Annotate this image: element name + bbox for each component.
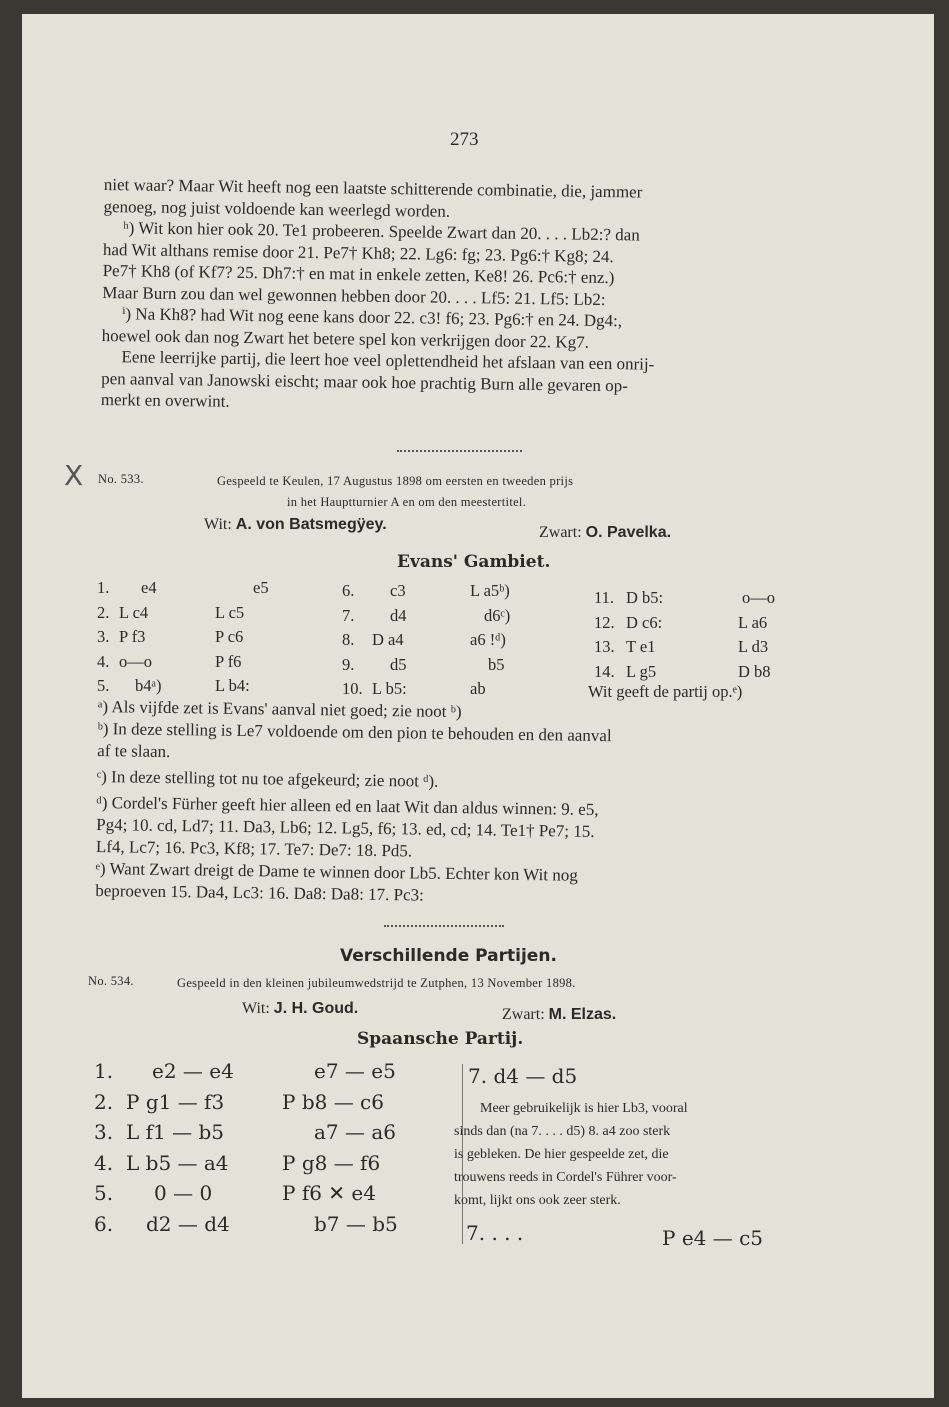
separator xyxy=(384,919,504,927)
text-line: ʰ) Wit kon hier ook 20. Te1 probeeren. Speelde Zwart dan 20. . . . Lb2:? dan xyxy=(123,218,640,245)
white-player xyxy=(242,1000,358,1018)
game-info: in het Hauptturnier A en om den meestertitel. xyxy=(287,495,527,509)
move-row: 12. D c6: L a6 xyxy=(594,612,768,632)
text-line: pen aanval van Janowski eischt; maar ook hoe prachtig Burn alle gevaren op- xyxy=(101,368,629,395)
note-line: beproeven 15. Da4, Lc3: 16. Da8: Da8: 17. Pc3: xyxy=(95,880,424,905)
comment-line: komt, lijkt ons ook zeer sterk. xyxy=(454,1193,621,1208)
move-row: 9. d5 b5 xyxy=(342,654,505,674)
book-page xyxy=(22,14,934,1398)
move-row: 5. b4ᵃ) L b4: xyxy=(97,676,250,695)
move-row: 11. D b5: o—o xyxy=(594,588,775,607)
game-number: No. 533. xyxy=(98,472,144,486)
game-notes xyxy=(95,696,838,912)
note-line: ᵇ) In deze stelling is Le7 voldoende om den pion te behouden en den aanval xyxy=(97,718,612,746)
moves-column xyxy=(97,576,269,699)
black-label: Zwart: xyxy=(502,1006,545,1023)
move-row: 3. P f3 P c6 xyxy=(97,627,244,646)
white-label: Wit: xyxy=(242,1000,270,1017)
opening-title: Evans' Gambiet. xyxy=(397,552,551,572)
move-row: 10. L b5: ab xyxy=(342,679,486,698)
text-line: Eene leerrijke partij, die leert hoe veel oplettendheid het afslaan van een onrij- xyxy=(121,347,655,374)
comment-line: trouwens reeds in Cordel's Führer voor- xyxy=(454,1170,677,1185)
moves-column xyxy=(594,586,775,684)
move-row: 4. L b5 — a4 P g8 — f6 xyxy=(94,1150,381,1175)
move-row: 1. e4 e5 xyxy=(97,578,269,597)
game-number: No. 534. xyxy=(88,974,134,988)
text-line: hoewel ook dan nog Zwart het betere spel kon verkrijgen door 22. Kg7. xyxy=(101,325,590,352)
pencil-mark: X xyxy=(64,459,84,492)
comment-line: Meer gebruikelijk is hier Lb3, vooral xyxy=(480,1101,688,1116)
comment-line: is gebleken. De hier gespeelde zet, die xyxy=(454,1147,669,1162)
move-row: 2. L c4 L c5 xyxy=(97,602,245,622)
move-seven-black: P e4 — c5 xyxy=(662,1226,764,1250)
white-name: A. von Batsmegÿey. xyxy=(235,516,387,533)
text-line: ⁱ) Na Kh8? had Wit nog eene kans door 22. c3! f6; 23. Pg6:† en 24. Dg4:, xyxy=(121,304,623,331)
text-line: Pe7† Kh8 (of Kf7? 25. Dh7:† en mat in enkele zetten, Ke8! 26. Pc6:† enz.) xyxy=(102,260,615,288)
game-info: Gespeeld te Keulen, 17 Augustus 1898 om eersten en tweeden prijs xyxy=(217,474,574,488)
moves-table xyxy=(94,1056,398,1239)
move-row: 4. o—o P f6 xyxy=(97,651,242,671)
black-player xyxy=(539,524,671,542)
intro-text xyxy=(101,174,834,421)
move-row: 3. L f1 — b5 a7 — a6 xyxy=(94,1120,397,1144)
white-player xyxy=(204,516,387,534)
move-row: 6. c3 L a5ᵇ) xyxy=(342,581,510,600)
move-seven-black-number: 7. . . . xyxy=(466,1221,524,1245)
game-result: Wit geeft de partij op.ᵉ) xyxy=(588,682,743,701)
opening-title: Spaansche Partij. xyxy=(357,1029,524,1049)
comment-line: sinds dan (na 7. . . . d5) 8. a4 zoo sterk xyxy=(454,1124,671,1139)
note-line: ᶜ) In deze stelling tot nu toe afgekeurd; zie noot ᵈ). xyxy=(96,766,439,791)
text-line: had Wit althans remise door 21. Pe7† Kh8; 22. Lg6: fg; 23. Pg6:† Kg8; 24. xyxy=(102,239,614,266)
separator xyxy=(397,444,522,452)
move-row: 13. T e1 L d3 xyxy=(594,637,769,656)
note-line: Lf4, Lc7; 16. Pc3, Kf8; 17. Te7: De7: 18. Pd5. xyxy=(95,836,413,861)
move-row: 8. D a4 a6 !ᵈ) xyxy=(342,630,506,649)
note-line: ᵃ) Als vijfde zet is Evans' aanval niet goed; zie noot ᵇ) xyxy=(97,696,462,722)
move-row: 2. P g1 — f3 P b8 — c6 xyxy=(94,1089,384,1114)
black-label: Zwart: xyxy=(539,524,582,541)
note-line: Pg4; 10. cd, Ld7; 11. Da3, Lb6; 12. Lg5, f6; 13. ed, cd; 14. Te1† Pe7; 15. xyxy=(96,814,595,841)
text-line: Maar Burn zou dan wel gewonnen hebben door 20. . . . Lf5: 21. Lf5: Lb2: xyxy=(102,282,606,309)
move-seven: 7. d4 — d5 xyxy=(468,1064,578,1088)
page-number: 273 xyxy=(450,129,479,150)
moves-column xyxy=(342,579,510,702)
move-row: 1. e2 — e4 e7 — e5 xyxy=(94,1059,396,1083)
note-line: ᵉ) Want Zwart dreigt de Dame te winnen door Lb5. Echter kon Wit nog xyxy=(95,858,578,885)
game-info: Gespeeld in den kleinen jubileumwedstrijd te Zutphen, 13 November 1898. xyxy=(177,976,576,990)
section-title: Verschillende Partijen. xyxy=(340,946,557,966)
black-player xyxy=(502,1006,616,1024)
move-row: 5. 0 — 0 P f6 ✕ e4 xyxy=(94,1181,376,1205)
move-comment xyxy=(454,1097,804,1212)
text-line: merkt en overwint. xyxy=(100,389,230,411)
black-name: O. Pavelka. xyxy=(585,524,672,541)
black-name: M. Elzas. xyxy=(548,1006,617,1023)
move-row: 7. d4 d6ᶜ) xyxy=(342,605,511,625)
text-line: niet waar? Maar Wit heeft nog een laatste schitterende combinatie, die, jammer xyxy=(103,174,643,202)
text-line: genoeg, nog juist voldoende kan weerlegd worden. xyxy=(103,196,451,221)
move-row: 14. L g5 D b8 xyxy=(594,661,771,681)
note-line: af te slaan. xyxy=(97,740,171,762)
white-name: J. H. Goud. xyxy=(273,1000,359,1017)
move-row: 6. d2 — d4 b7 — b5 xyxy=(94,1211,398,1236)
white-label: Wit: xyxy=(204,516,232,533)
note-line: ᵈ) Cordel's Fürher geeft hier alleen ed en laat Wit dan aldus winnen: 9. e5, xyxy=(96,792,599,819)
